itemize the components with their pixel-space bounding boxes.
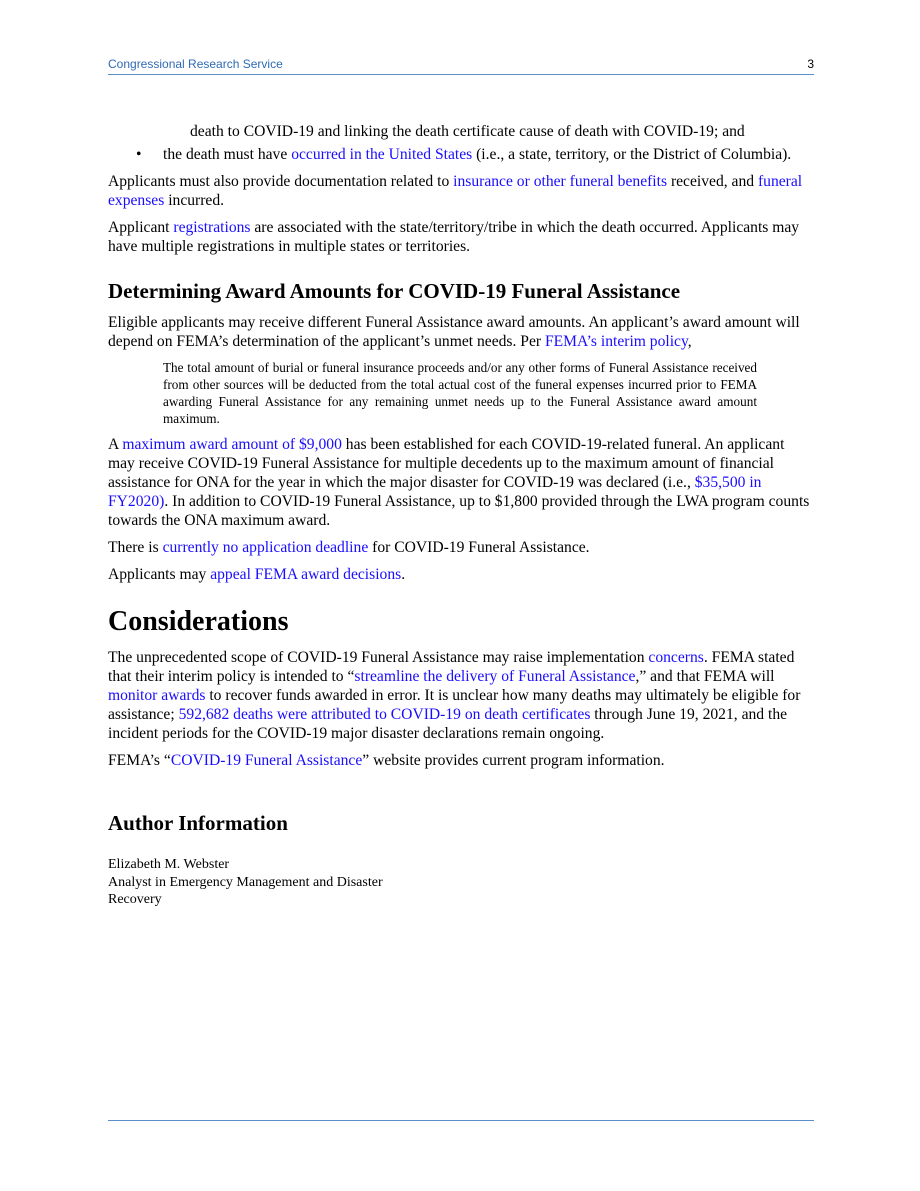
- streamline-link[interactable]: streamline the delivery of Funeral Assistance: [354, 668, 636, 685]
- header-rule: [108, 74, 814, 75]
- us-link[interactable]: occurred in the United States: [291, 146, 473, 163]
- registrations-paragraph: Applicant registrations are associated with the state/territory/tribe in which the death occurred. Applicants may have multiple registrations in multiple states or territories.: [108, 219, 800, 255]
- deadline-link[interactable]: currently no application deadline: [162, 539, 369, 556]
- award-intro-paragraph: Eligible applicants may receive different Funeral Assistance award amounts. An applicant’s award amount will depend on FEMA’s determination of the applicant’s unmet needs. Per FEMA’s interim policy,: [108, 314, 800, 350]
- funeral-expenses-link[interactable]: funeral expenses: [108, 173, 803, 209]
- documentation-paragraph: Applicants must also provide documentation related to insurance or other funeral benefits received, and funeral expenses incurred.: [108, 173, 803, 209]
- page-number: 3: [807, 57, 814, 71]
- author-heading: Author Information: [108, 811, 288, 835]
- maximum-award-paragraph: A maximum award amount of $9,000 has been established for each COVID-19-related funeral. An applicant may receive COVID-19 Funeral Assistance for multiple decedents up to the maximum amount of financial assistance for ONA for the year in which the major disaster for COVID-19 was declared (i.e., $35,500 in FY2020). In addition to COVID-19 Funeral Assistance, up to $1,800 provided through the LWA program counts towards the ONA maximum award.: [108, 436, 810, 529]
- page-body: [108, 122, 814, 909]
- list-continuation: death to COVID-19 and linking the death certificate cause of death with COVID-19; and: [190, 123, 745, 140]
- website-paragraph: FEMA’s “COVID-19 Funeral Assistance” website provides current program information.: [108, 752, 665, 769]
- author-name: Elizabeth M. Webster: [108, 857, 230, 872]
- death-certificates-link[interactable]: 592,682 deaths were attributed to COVID-19 on death certificates: [178, 706, 591, 723]
- max-award-link[interactable]: maximum award amount of $9,000: [122, 436, 342, 453]
- author-title-line1: Analyst in Emergency Management and Disaster: [108, 874, 383, 890]
- fy2020-link[interactable]: $35,500 in FY2020): [108, 474, 762, 510]
- interim-policy-link[interactable]: FEMA’s interim policy: [544, 333, 688, 350]
- section-heading-award-amounts: Determining Award Amounts for COVID-19 Funeral Assistance: [108, 279, 681, 303]
- criteria-list: [108, 145, 814, 164]
- insurance-link[interactable]: insurance or other funeral benefits: [453, 173, 668, 190]
- author-title-line2: Recovery: [108, 892, 162, 907]
- appeal-paragraph: Applicants may appeal FEMA award decisions.: [108, 566, 406, 583]
- footer-rule: [108, 1120, 814, 1121]
- header-title: Congressional Research Service: [108, 57, 283, 71]
- considerations-paragraph: The unprecedented scope of COVID-19 Funeral Assistance may raise implementation concerns. FEMA stated that their interim policy is intended to “streamline the delivery of Funeral Assistance,” and that FEMA will monitor awards to recover funds awarded in error. It is unclear how many deaths may ultimately be eligible for assistance; 592,682 deaths were attributed to COVID-19 on death certificates through June 19, 2021, and the incident periods for the COVID-19 major disaster declarations remain ongoing.: [108, 649, 801, 742]
- author-block: [108, 856, 814, 909]
- concerns-link[interactable]: concerns: [648, 649, 704, 666]
- deadline-paragraph: There is currently no application deadline for COVID-19 Funeral Assistance.: [108, 539, 590, 556]
- monitor-awards-link[interactable]: monitor awards: [108, 687, 206, 704]
- section-heading-considerations: Considerations: [108, 606, 289, 637]
- list-item: • the death must have occurred in the United States (i.e., a state, territory, or the District of Columbia).: [136, 146, 792, 163]
- registrations-link[interactable]: registrations: [173, 219, 251, 236]
- running-header: [108, 57, 814, 71]
- bullet-icon: •: [136, 146, 142, 163]
- funeral-assistance-website-link[interactable]: COVID-19 Funeral Assistance: [170, 752, 363, 769]
- policy-quote: The total amount of burial or funeral insurance proceeds and/or any other forms of Funeral Assistance received from other sources will be deducted from the total actual cost of the funeral expenses incurred prior to FEMA awarding Funeral Assistance for any remaining unmet needs up to the Funeral Assistance award amount maximum.: [163, 360, 757, 426]
- appeal-link[interactable]: appeal FEMA award decisions: [210, 566, 402, 583]
